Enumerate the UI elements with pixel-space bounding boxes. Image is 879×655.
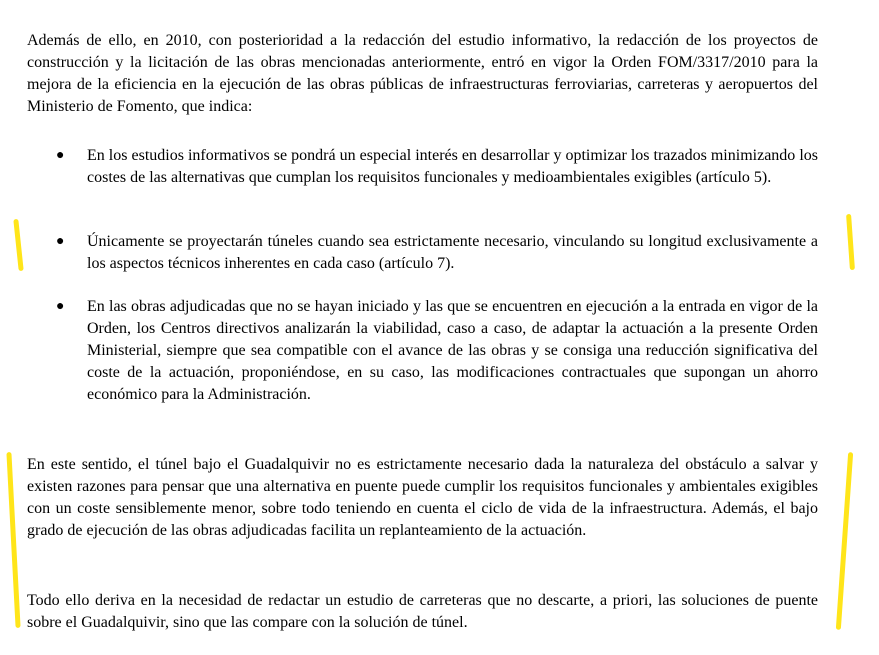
bullet-dot-icon: ● xyxy=(56,234,65,249)
highlight-mark-left-top xyxy=(13,219,23,271)
highlight-mark-left-bottom xyxy=(6,452,20,628)
highlight-mark-right-top xyxy=(846,214,855,270)
tunnel-paragraph: En este sentido, el túnel bajo el Guadalquivir no es estrictamente necesario dada la naturaleza del obstáculo a salvar y existen razones para pensar que una alternativa en puente puede cumplir los requisitos funcionales y ambientales exigibles con un coste sensiblemente menor, sobre todo teniendo en cuenta el ciclo de vida de la infraestructura. Además, el bajo grado de ejecución de las obras adjudicadas facilita un replanteamiento de la actuación. xyxy=(27,456,818,539)
bullet-dot-icon: ● xyxy=(56,299,65,314)
bullet-text: En los estudios informativos se pondrá un especial interés en desarrollar y optimizar los trazados minimizando los costes de las alternativas que cumplan los requisitos funcionales y medioambientales exigibles (artículo 5). xyxy=(87,147,818,186)
highlight-mark-right-bottom xyxy=(836,452,853,630)
conclusion-paragraph: Todo ello deriva en la necesidad de redactar un estudio de carreteras que no descarte, a priori, las soluciones de puente sobre el Guadalquivir, sino que las compare con la solución de túnel. xyxy=(27,592,818,631)
intro-paragraph: Además de ello, en 2010, con posterioridad a la redacción del estudio informativo, la redacción de los proyectos de construcción y la licitación de las obras mencionadas anteriormente, entró en vigor la Orden FOM/3317/2010 para la mejora de la eficiencia en la ejecución de las obras públicas de infraestructuras ferroviarias, carreteras y aeropuertos del Ministerio de Fomento, que indica: xyxy=(27,32,818,115)
bullet-dot-icon: ● xyxy=(56,148,65,163)
bullet-text: En las obras adjudicadas que no se hayan iniciado y las que se encuentren en ejecución a la entrada en vigor de la Orden, los Centros directivos analizarán la viabilidad, caso a caso, de adaptar la actuación a la presente Orden Ministerial, siempre que sea compatible con el avance de las obras y se consiga una reducción significativa del coste de la actuación, proponiéndose, en su caso, las modificaciones contractuales que supongan un ahorro económico para la Administración. xyxy=(87,298,818,403)
bullet-text: Únicamente se proyectarán túneles cuando sea estrictamente necesario, vinculando su longitud exclusivamente a los aspectos técnicos inherentes en cada caso (artículo 7). xyxy=(87,233,818,272)
